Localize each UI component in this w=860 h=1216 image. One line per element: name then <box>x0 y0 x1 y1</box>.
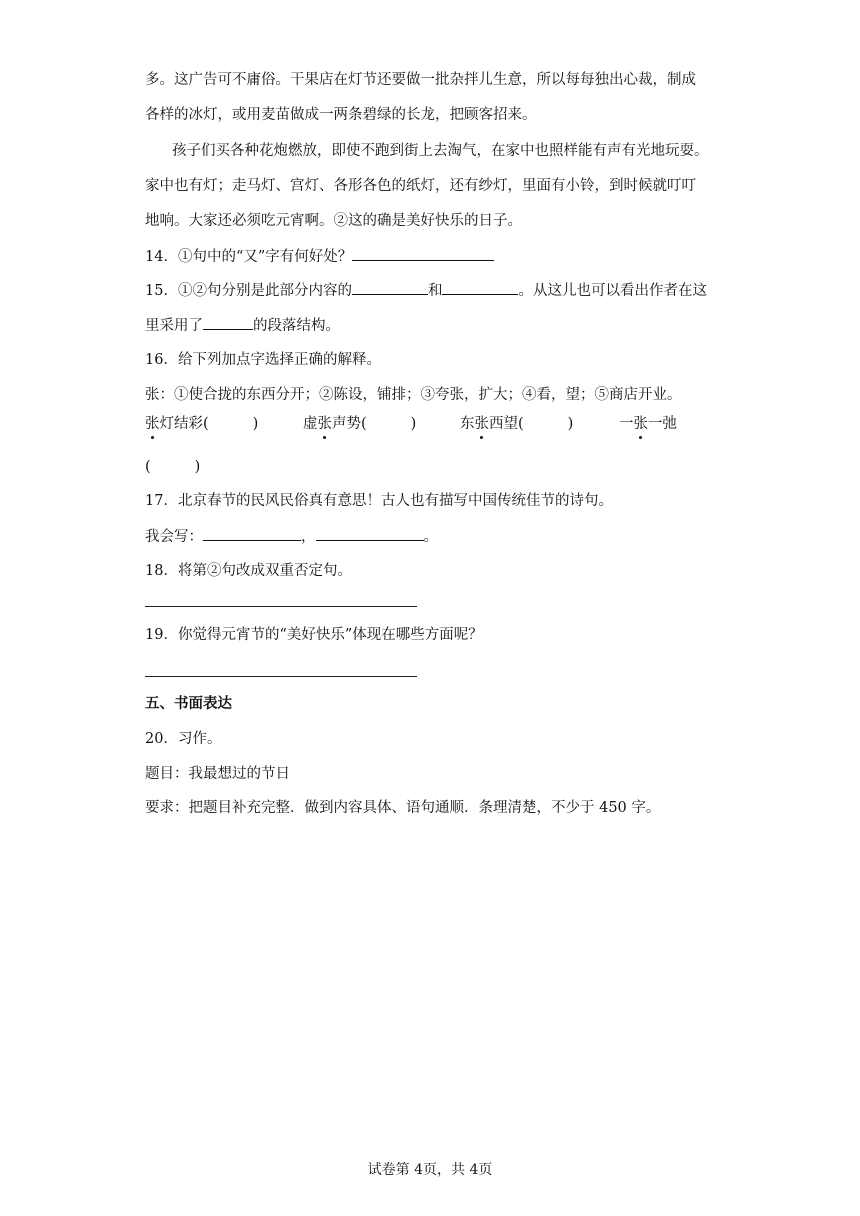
essay-topic: 题目：我最想过的节日 <box>145 766 290 782</box>
choice-item-2 <box>303 414 416 434</box>
question-15-text-line2b: 的段落结构。 <box>253 318 340 334</box>
choice-item-4-pre: 一 <box>619 416 634 432</box>
dotted-char: 张 <box>474 416 489 432</box>
essay-requirement: 要求：把题目补充完整．做到内容具体、语句通顺．条理清楚，不少于 450 字。 <box>145 800 661 816</box>
passage-line-3: 孩子们买各种花炮燃放，即使不跑到街上去淘气，在家中也照样能有声有光地玩耍。 <box>172 143 709 159</box>
choice-item-1-close: ) <box>252 416 259 432</box>
choice-item-1-post: 灯结彩( <box>159 416 209 432</box>
answer-blank-15a[interactable] <box>352 280 428 295</box>
dotted-char: 张 <box>317 416 332 432</box>
choice-item-2-post: 声势( <box>332 416 367 432</box>
choice-item-3 <box>460 414 573 434</box>
answer-blank-15c[interactable] <box>203 315 253 330</box>
passage-line-5: 地响。大家还必须吃元宵啊。②这的确是美好快乐的日子。 <box>145 213 522 229</box>
paren-close: ) <box>194 459 201 475</box>
dotted-char: 张 <box>145 416 160 432</box>
section-5-title: 五、书面表达 <box>145 695 232 712</box>
answer-blank-14[interactable] <box>352 246 494 261</box>
question-14-text: 14．①句中的“又”字有何好处？ <box>145 249 353 265</box>
question-15-and: 和 <box>427 283 443 299</box>
question-19: 19．你觉得元宵节的“美好快乐”体现在哪些方面呢？ <box>145 627 483 643</box>
page-footer: 试卷第 4页，共 4页 <box>367 1162 493 1178</box>
choice-item-3-post: 西望( <box>489 416 524 432</box>
question-17: 17．北京春节的民风民俗真有意思！古人也有描写中国传统佳节的诗句。 <box>145 493 613 509</box>
question-17-comma: ， <box>301 529 316 545</box>
question-14 <box>145 246 494 267</box>
question-15 <box>145 280 707 301</box>
answer-line-19[interactable] <box>145 676 417 677</box>
question-15-text-cont: 。从这儿也可以看出作者在这 <box>518 283 707 299</box>
passage-line-2: 各样的冰灯，或用麦苗做成一两条碧绿的长龙，把顾客招来。 <box>145 107 537 123</box>
question-17-prefix: 我会写： <box>145 529 203 545</box>
dotted-char: 张 <box>633 416 648 432</box>
question-15-text-line2a: 里采用了 <box>145 318 203 334</box>
answer-line-18[interactable] <box>145 606 417 607</box>
choice-item-1 <box>145 414 258 434</box>
passage-line-4: 家中也有灯；走马灯、宫灯、各形各色的纸灯，还有纱灯，里面有小铃，到时候就叮叮 <box>145 178 696 194</box>
question-16: 16．给下列加点字选择正确的解释。 <box>145 352 381 368</box>
answer-blank-17b[interactable] <box>316 526 424 541</box>
question-17-end: 。 <box>423 529 438 545</box>
choice-item-2-close: ) <box>410 416 417 432</box>
answer-blank-15b[interactable] <box>442 280 518 295</box>
choice-item-4-post: 一弛 <box>648 416 677 432</box>
passage-line-1: 多。这广告可不庸俗。干果店在灯节还要做一批杂拌儿生意，所以每每独出心裁，制成 <box>145 72 696 88</box>
question-17-answer <box>145 526 438 547</box>
question-18: 18．将第②句改成双重否定句。 <box>145 563 352 579</box>
definitions-zhang: 张：①使合拢的东西分开；②陈设，铺排；③夸张，扩大；④看，望；⑤商店开业。 <box>145 387 682 403</box>
choice-item-3-close: ) <box>567 416 574 432</box>
choice-item-3-pre: 东 <box>460 416 475 432</box>
answer-blank-17a[interactable] <box>203 526 301 541</box>
choice-item-2-pre: 虚 <box>303 416 318 432</box>
question-15-text: 15．①②句分别是此部分内容的 <box>145 283 352 299</box>
question-20: 20．习作。 <box>145 731 222 747</box>
question-15-line-2 <box>145 315 340 336</box>
choice-item-4 <box>619 414 677 434</box>
choice-item-4-answer <box>145 457 200 477</box>
paren-open: ( <box>145 459 151 475</box>
